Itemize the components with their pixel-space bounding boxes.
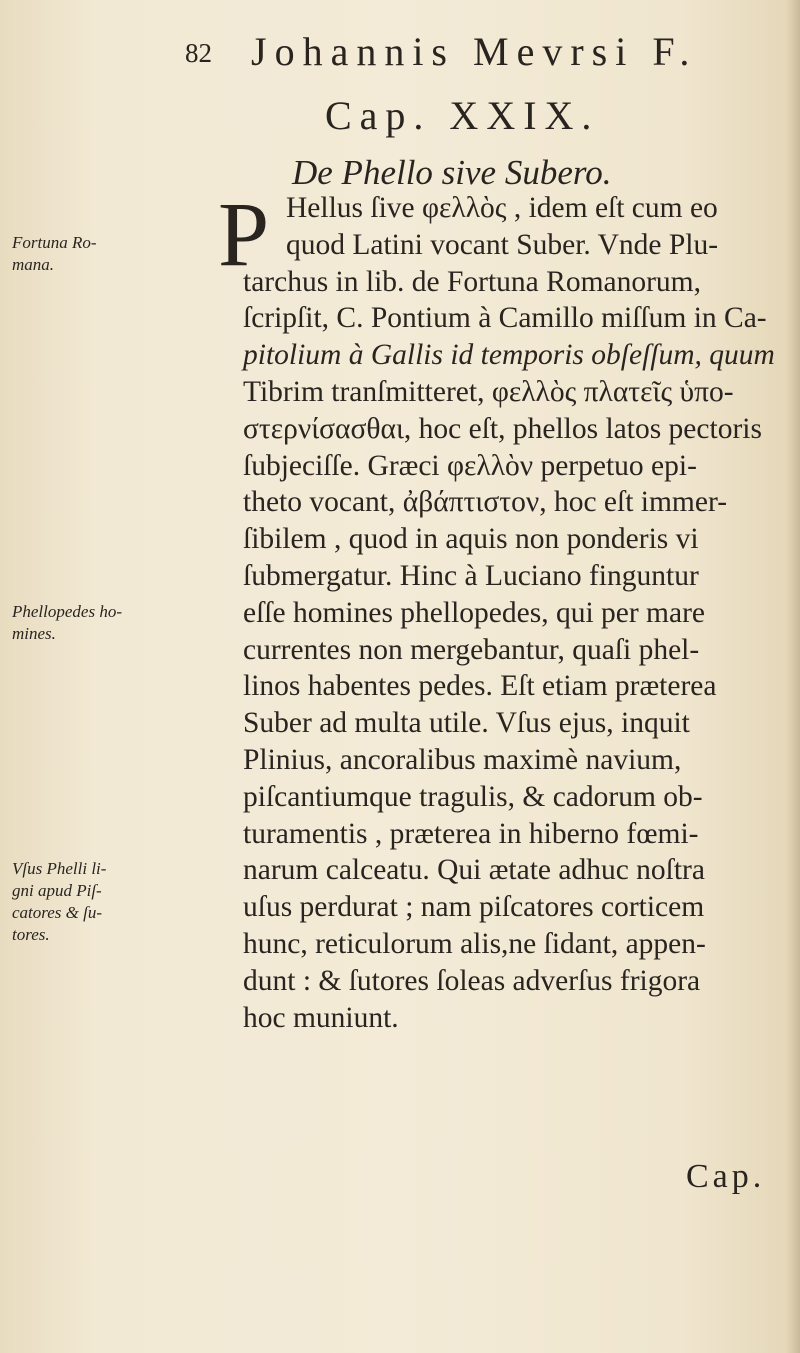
running-title: Johannis Mevrsi F. bbox=[251, 29, 698, 74]
margin-note-line: gni apud Piſ- bbox=[12, 881, 102, 900]
text-line: narum calceatu. Qui ætate adhuc noſtra bbox=[243, 854, 705, 887]
margin-note-fortuna bbox=[12, 232, 97, 276]
text-line: ſubmergatur. Hinc à Luciano finguntur bbox=[243, 559, 699, 592]
text-line: Hellus ſive φελλὸς , idem eſt cum eo bbox=[286, 192, 718, 224]
page-number: 82 bbox=[185, 38, 212, 68]
text-line: dunt : & ſutores ſoleas adverſus frigora bbox=[243, 964, 701, 997]
text-line: uſus perdurat ; nam piſcatores corticem bbox=[243, 891, 705, 924]
text-line: pitolium à Gallis id temporis obſeſſum, quum bbox=[243, 339, 775, 372]
text-line: eſſe homines phellopedes, qui per mare bbox=[243, 596, 706, 629]
running-head bbox=[185, 28, 785, 78]
text-line: tarchus in lib. de Fortuna Romanorum, bbox=[243, 265, 701, 298]
text-line: ſcripſit, C. Pontium à Camillo miſſum in Ca- bbox=[243, 302, 767, 335]
text-line: linos habentes pedes. Eſt etiam præterea bbox=[243, 670, 717, 703]
text-line: hoc muniunt. bbox=[243, 1001, 399, 1034]
text-line: Suber ad multa utile. Vſus ejus, inquit bbox=[243, 707, 690, 740]
margin-note-usus bbox=[12, 858, 106, 946]
text-line: ſibilem , quod in aquis non ponderis vi bbox=[243, 523, 699, 556]
margin-note-line: catores & ſu- bbox=[12, 903, 103, 922]
catchword: Cap. bbox=[686, 1158, 766, 1195]
margin-note-line: Fortuna Ro- bbox=[12, 233, 97, 252]
margin-note-line: tores. bbox=[12, 925, 50, 944]
drop-cap: P bbox=[218, 183, 270, 285]
text-line: hunc, reticulorum alis,ne ſidant, appen- bbox=[243, 927, 706, 960]
text-line: στερνίσασθαι, hoc eſt, phellos latos pectoris bbox=[243, 412, 762, 445]
margin-note-phellopedes bbox=[12, 601, 122, 645]
text-line: Tibrim tranſmitteret, φελλὸς πλατεῖς ὑπο- bbox=[243, 375, 734, 408]
chapter-title: De Phello sive Subero. bbox=[292, 153, 612, 192]
margin-note-line: mana. bbox=[12, 255, 55, 274]
margin-note-line: mines. bbox=[12, 624, 56, 643]
page-edge-shadow bbox=[786, 0, 800, 1353]
margin-note-line: Vſus Phelli li- bbox=[12, 859, 107, 878]
margin-note-line: Phellopedes ho- bbox=[12, 602, 122, 621]
text-line: ſubjeciſſe. Græci φελλὸν perpetuo epi- bbox=[243, 449, 697, 482]
text-line: currentes non mergebantur, quaſi phel- bbox=[243, 633, 700, 666]
text-line: piſcantiumque tragulis, & cadorum ob- bbox=[243, 780, 703, 813]
body-text bbox=[243, 190, 788, 1036]
text-line: turamentis , præterea in hiberno fœmi- bbox=[243, 817, 699, 850]
text-line: Plinius, ancoralibus maximè navium, bbox=[243, 743, 682, 776]
text-line: theto vocant, ἀβάπτιστον, hoc eſt immer- bbox=[243, 486, 728, 519]
chapter-heading: Cap. XXIX. bbox=[325, 93, 600, 138]
text-line: quod Latini vocant Suber. Vnde Plu- bbox=[286, 228, 719, 261]
